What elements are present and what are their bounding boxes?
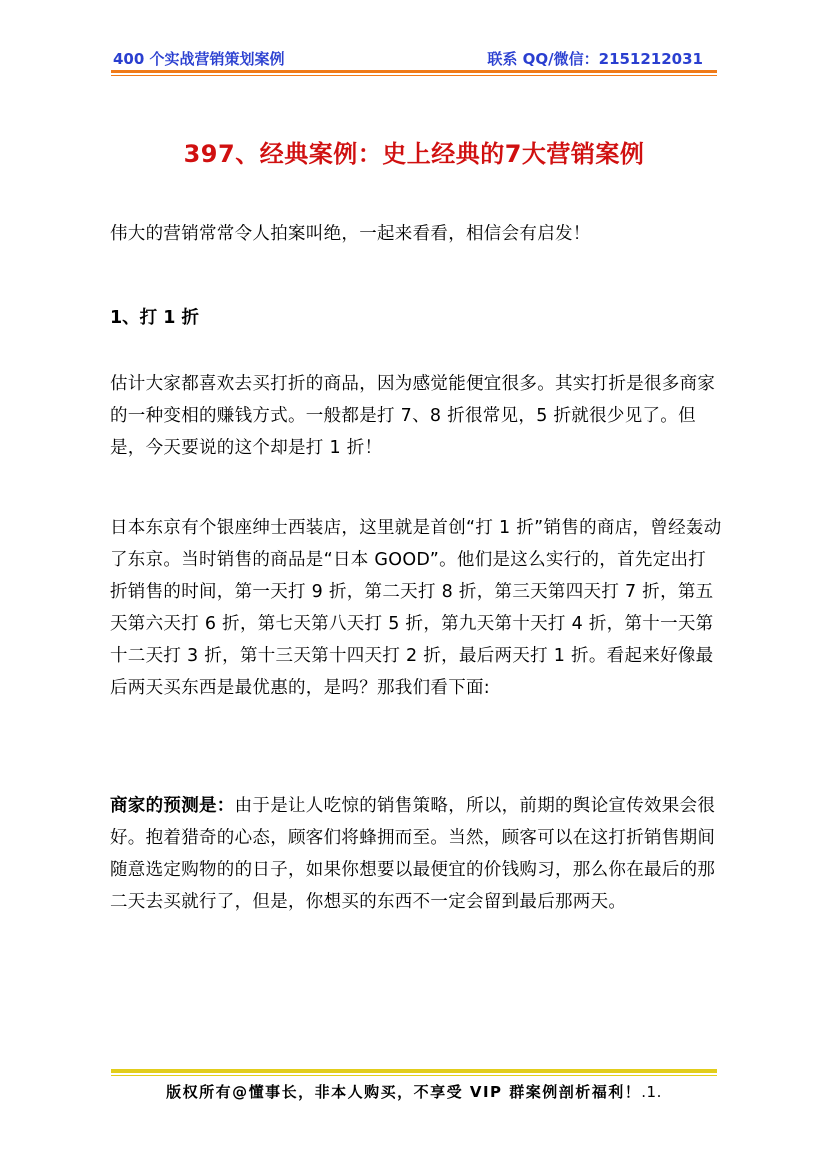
paragraph-1: 估计大家都喜欢去买打折的商品，因为感觉能便宜很多。其实打折是很多商家的一种变相的赚钱方式。一般都是打 7、8 折很常见，5 折就很少见了。但是，今天要说的这个却是打 1 折！ bbox=[110, 374, 716, 458]
footer-rule-thin bbox=[111, 1075, 717, 1076]
header-contact: 联系 QQ/微信：2151212031 bbox=[487, 50, 703, 68]
paragraph-3-lead: 商家的预测是： bbox=[110, 796, 235, 816]
header-title: 400 个实战营销策划案例 bbox=[113, 50, 285, 68]
intro-paragraph: 伟大的营销常常令人拍案叫绝，一起来看看，相信会有启发！ bbox=[110, 224, 591, 244]
page-number: .1. bbox=[641, 1083, 662, 1101]
paragraph-3-body: 由于是让人吃惊的销售策略，所以，前期的舆论宣传效果会很好。抱着猎奇的心态，顾客们将蜂拥而至。当然，顾客可以在这打折销售期间随意选定购物的的日子，如果你想要以最便宜的价钱购习，那么你在最后的那二天去买就行了，但是，你想买的东西不一定会留到最后那两天。 bbox=[110, 796, 716, 912]
footer-text: 版权所有@懂事长，非本人购买，不享受 VIP 群案例剖析福利！ bbox=[166, 1083, 642, 1101]
section-heading: 1、打 1 折 bbox=[110, 308, 200, 328]
page-header bbox=[111, 44, 717, 72]
paragraph-3 bbox=[110, 790, 722, 918]
page-footer bbox=[111, 1081, 717, 1102]
paragraph-2: 日本东京有个银座绅士西装店，这里就是首创“打 1 折”销售的商店，曾经轰动了东京。当时销售的商品是“日本 GOOD”。他们是这么实行的，首先定出打折销售的时间，第一天打 9 折，第二天打 8 折，第三天第四天打 7 折，第五天第六天打 6 折，第七天第八天打 5 折，第九天第十天打 4 折，第十一天第十二天打 3 折，第十三天第十四天打 2 折，最后两天打 1 折。看起来好像最后两天买东西是最优惠的，是吗？那我们看下面: bbox=[110, 518, 722, 698]
header-rule-thin bbox=[111, 75, 717, 76]
document-title: 397、经典案例：史上经典的7大营销案例 bbox=[183, 140, 645, 168]
header-rule bbox=[111, 70, 717, 73]
footer-rule bbox=[111, 1069, 717, 1073]
